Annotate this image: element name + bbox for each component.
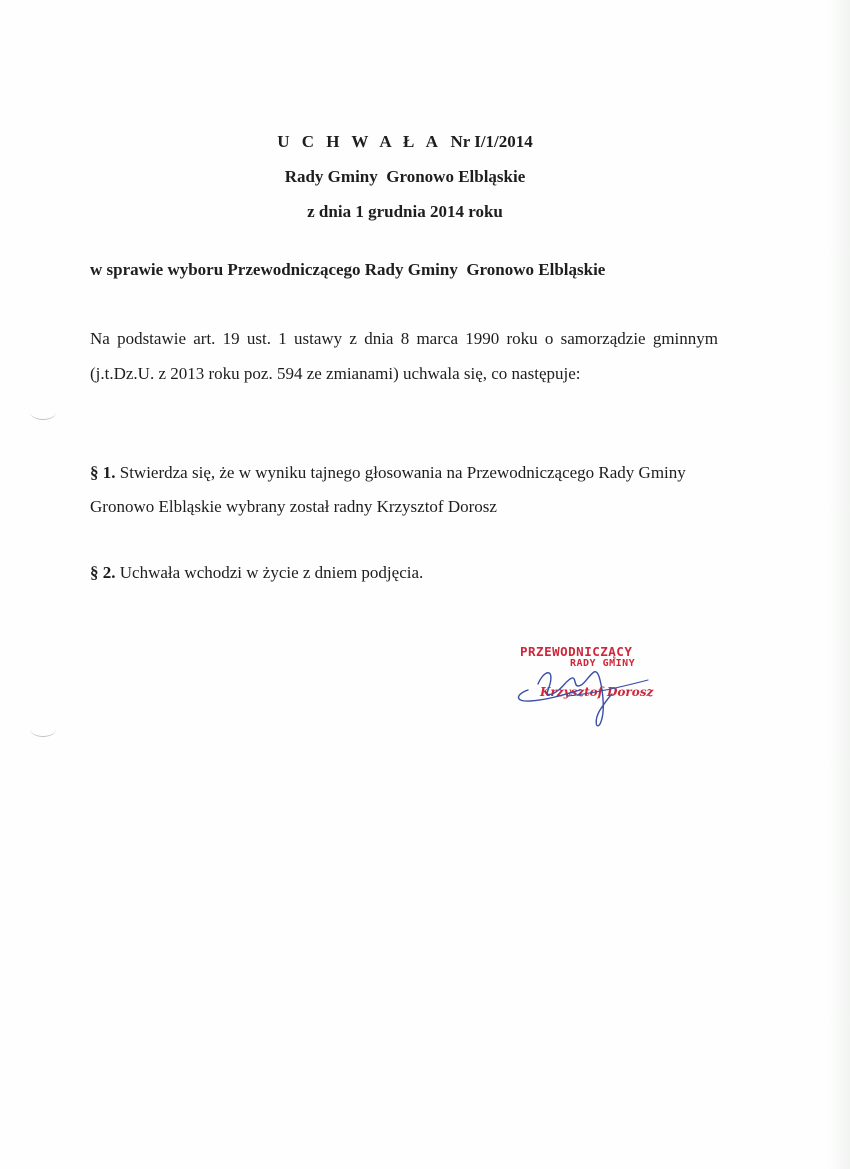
handwritten-signature — [508, 650, 668, 730]
resolution-subject: w sprawie wyboru Przewodniczącego Rady Gminy Gronowo Elbląskie — [90, 260, 606, 279]
legal-basis-preamble: Na podstawie art. 19 ust. 1 ustawy z dnia 8 marca 1990 roku o samorządzie gminnym (j.t.Dz.U. z 2013 roku poz. 594 ze zmianami) uchwala się, co następuje: — [90, 329, 718, 383]
resolution-issuer: Rady Gminy Gronowo Elbląskie — [284, 167, 526, 186]
scan-hole-mark-upper — [30, 405, 56, 420]
paragraph-1-text: Stwierdza się, że w wyniku tajnego głosowania na Przewodniczącego Rady Gminy Gronowo Elbląskie wybrany został radny Krzysztof Dorosz — [90, 463, 686, 516]
resolution-number: Nr I/1/2014 — [450, 132, 533, 151]
stamp-council: RADY GMINY — [570, 658, 636, 669]
paragraph-2-text: Uchwała wchodzi w życie z dniem podjęcia. — [119, 563, 424, 582]
stamp-title: PRZEWODNICZĄCY — [520, 644, 633, 659]
resolution-title-line — [0, 124, 810, 159]
resolution-header — [0, 124, 810, 229]
paragraph-1-section-mark: § 1. — [90, 463, 116, 482]
resolution-title: U C H W A Ł A — [277, 132, 442, 151]
stamp-name: Krzysztof Dorosz — [540, 685, 654, 699]
resolution-date: z dnia 1 grudnia 2014 roku — [307, 202, 503, 221]
paragraph-1 — [90, 456, 720, 524]
scan-edge-shadow — [828, 0, 850, 1169]
paragraph-2 — [90, 556, 720, 590]
scan-hole-mark-lower — [30, 722, 56, 737]
paragraph-2-section-mark: § 2. — [90, 563, 116, 582]
